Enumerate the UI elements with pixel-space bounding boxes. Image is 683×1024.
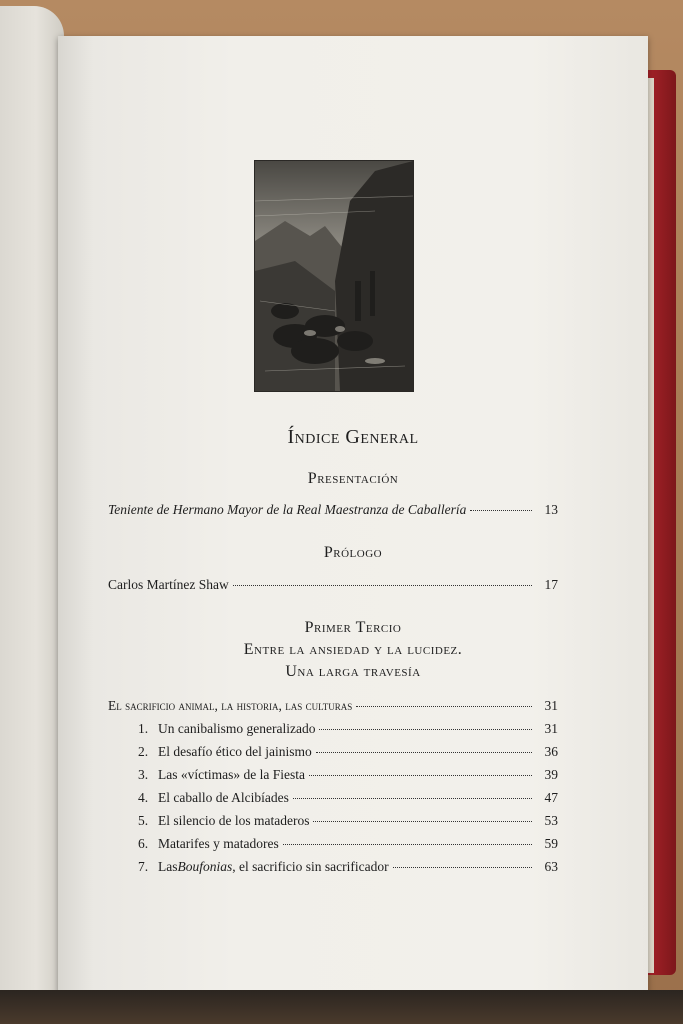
dot-leader (293, 798, 532, 799)
dot-leader (309, 775, 532, 776)
chapter-title: El sacrificio animal, la historia, las culturas (108, 698, 353, 713)
item-text: Las «víctimas» de la Fiesta (158, 767, 305, 782)
part-title: Primer Tercio (304, 619, 402, 636)
section-title-presentacion: Presentación (307, 470, 399, 487)
engraving-illustration (254, 160, 414, 392)
toc-item[interactable] (138, 767, 558, 783)
item-number: 7. (138, 859, 149, 874)
toc-item[interactable] (138, 744, 558, 760)
part-subtitle-2: Una larga travesía (285, 663, 421, 680)
item-page: 31 (544, 721, 558, 736)
toc-entry-page: 13 (544, 502, 558, 517)
dot-leader (283, 844, 532, 845)
toc-entry-page: 17 (544, 577, 558, 592)
item-number: 4. (138, 790, 149, 805)
item-text: Un canibalismo generalizado (158, 721, 316, 736)
item-text: Matarifes y matadores (158, 836, 279, 851)
item-number: 6. (138, 836, 149, 851)
dot-leader (470, 510, 532, 511)
item-page: 59 (544, 836, 558, 851)
item-page: 39 (544, 767, 558, 782)
item-text-after: , el sacrificio sin sacrificador (232, 859, 389, 874)
previous-page-edge (0, 6, 64, 1016)
toc-entry[interactable] (108, 502, 558, 518)
toc-item[interactable] (138, 790, 558, 806)
toc-item[interactable] (138, 859, 558, 875)
dot-leader (393, 867, 532, 868)
dot-leader (356, 706, 532, 707)
dot-leader (313, 821, 532, 822)
toc-entry-text: Carlos Martínez Shaw (108, 577, 229, 592)
item-text: El caballo de Alcibíades (158, 790, 289, 805)
section-title-prologo: Prólogo (323, 544, 383, 561)
toc-item[interactable] (138, 721, 558, 737)
book-page (58, 36, 648, 994)
item-text-before: Las (158, 859, 178, 874)
item-number: 3. (138, 767, 149, 782)
item-text-italic: Boufonias (177, 859, 233, 874)
toc-heading: Índice General (287, 426, 419, 448)
item-page: 63 (544, 859, 558, 874)
item-text: El silencio de los mataderos (158, 813, 310, 828)
table-shadow (0, 990, 683, 1024)
item-page: 53 (544, 813, 558, 828)
chapter-page: 31 (544, 698, 558, 713)
item-page: 36 (544, 744, 558, 759)
dot-leader (233, 585, 532, 586)
toc-entry-text: Teniente de Hermano Mayor de la Real Maestranza de Caballería (108, 502, 467, 517)
item-number: 1. (138, 721, 149, 736)
part-subtitle-1: Entre la ansiedad y la lucidez. (243, 641, 463, 658)
toc-chapter[interactable] (108, 698, 558, 714)
item-text: El desafío ético del jainismo (158, 744, 312, 759)
dot-leader (316, 752, 532, 753)
toc-item[interactable] (138, 813, 558, 829)
dot-leader (319, 729, 532, 730)
toc-item[interactable] (138, 836, 558, 852)
toc-entry[interactable] (108, 577, 558, 593)
item-number: 2. (138, 744, 149, 759)
item-page: 47 (544, 790, 558, 805)
item-number: 5. (138, 813, 149, 828)
